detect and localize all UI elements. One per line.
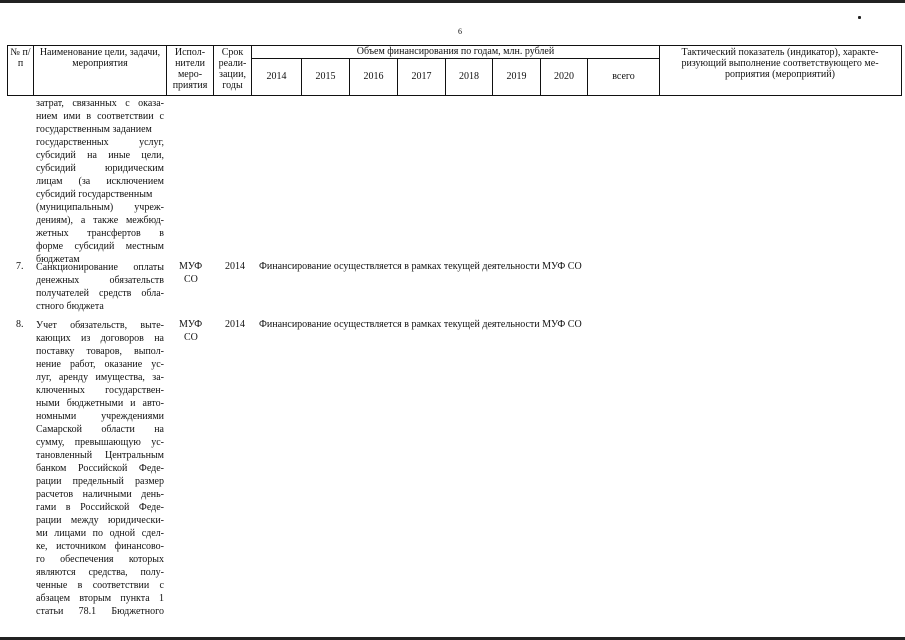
header-num: № п/п <box>10 47 31 69</box>
text-line: расчетов наличными день- <box>36 489 164 500</box>
text-line: рации между юридически- <box>36 515 164 526</box>
text-line: ключенных государствен- <box>36 385 164 396</box>
row-term: 2014 <box>225 261 245 272</box>
row-financing-note: Финансирование осуществляется в рамках текущей деятельности МУФ СО <box>259 319 582 330</box>
text-line: номными учреждениями <box>36 411 164 422</box>
text-line: кающих из договоров на <box>36 333 164 344</box>
text-line: ке, источником финансово- <box>36 541 164 552</box>
text-line: сумму, превышающую ус- <box>36 437 164 448</box>
text-line: (муниципальным) учреж- <box>36 202 164 213</box>
row-number: 7. <box>16 261 24 272</box>
text-line: рации предельный размер <box>36 476 164 487</box>
continuation-text <box>36 97 164 266</box>
header-indicator: Тактический показатель (индикатор), характе- ризующий выполнение соответствующего ме- роприятия (мероприятий) <box>681 47 879 80</box>
text-line: стного бюджета <box>36 301 104 312</box>
header-year-2014: 2014 <box>266 71 287 82</box>
row-term: 2014 <box>225 319 245 330</box>
row-executor-line: МУФ <box>179 319 203 330</box>
text-line: луг, аренду имущества, за- <box>36 372 164 383</box>
text-line: Учет обязательств, выте- <box>36 320 164 331</box>
text-line: банком Российской Феде- <box>36 463 164 474</box>
header-year-2019: 2019 <box>506 71 527 82</box>
text-line: статьи 78.1 Бюджетного <box>36 606 164 617</box>
text-line: затрат, связанных с оказа- <box>36 98 164 109</box>
text-line: Санкционирование оплаты <box>36 262 164 273</box>
text-line: жетных трансфертов в <box>36 228 164 239</box>
header-year-2018: 2018 <box>459 71 479 82</box>
text-line: субсидий юридическим <box>36 163 164 174</box>
page-number: 6 <box>458 27 462 36</box>
header-total: всего <box>612 71 635 82</box>
text-line: ми лицами по одной сдел- <box>36 528 164 539</box>
text-line: ченные в соответствии с <box>36 580 164 591</box>
header-term: Срок реали- зации, годы <box>218 47 247 91</box>
scan-speck <box>858 16 861 19</box>
header-year-2015: 2015 <box>315 71 336 82</box>
text-line: государственных услуг, <box>36 137 164 148</box>
text-line: нение работ, оказание ус- <box>36 359 164 370</box>
text-line: форме субсидий местным <box>36 241 164 252</box>
text-line: тановленный Центральным <box>36 450 164 461</box>
text-line: бюджетам <box>36 254 80 265</box>
header-name: Наименование цели, задачи, мероприятия <box>39 47 161 69</box>
text-line: лицам (за исключением <box>36 176 164 187</box>
row-name <box>36 261 164 313</box>
text-line: государственным заданием <box>36 124 152 135</box>
text-line: Самарской области на <box>36 424 164 435</box>
header-year-2017: 2017 <box>411 71 432 82</box>
header-year-2020: 2020 <box>554 71 574 82</box>
text-line: нием ими в соответствии с <box>36 111 164 122</box>
text-line: гами в Российской Феде- <box>36 502 164 513</box>
text-line: го обеспечения которых <box>36 554 164 565</box>
text-line: получателей средств обла- <box>36 288 164 299</box>
text-line: ными бюджетными и авто- <box>36 398 164 409</box>
row-executor-line: МУФ <box>179 261 203 272</box>
text-line: дениям), а также межбюд- <box>36 215 164 226</box>
row-executor-line: СО <box>184 274 198 285</box>
text-line: субсидий на иные цели, <box>36 150 164 161</box>
header-year-2016: 2016 <box>363 71 384 82</box>
row-financing-note: Финансирование осуществляется в рамках текущей деятельности МУФ СО <box>259 261 582 272</box>
header-executor: Испол- нители меро- приятия <box>172 47 208 91</box>
text-line: денежных обязательств <box>36 275 164 286</box>
header-financing: Объем финансирования по годам, млн. рублей <box>356 46 555 57</box>
text-line: субсидий государственным <box>36 189 153 200</box>
row-number: 8. <box>16 319 24 330</box>
text-line: поставку товаров, выпол- <box>36 346 164 357</box>
row-executor-line: СО <box>184 332 198 343</box>
text-line: абзацем вторым пункта 1 <box>36 593 164 604</box>
row-name <box>36 319 164 618</box>
top-scan-edge <box>0 0 905 3</box>
text-line: являются средства, полу- <box>36 567 164 578</box>
